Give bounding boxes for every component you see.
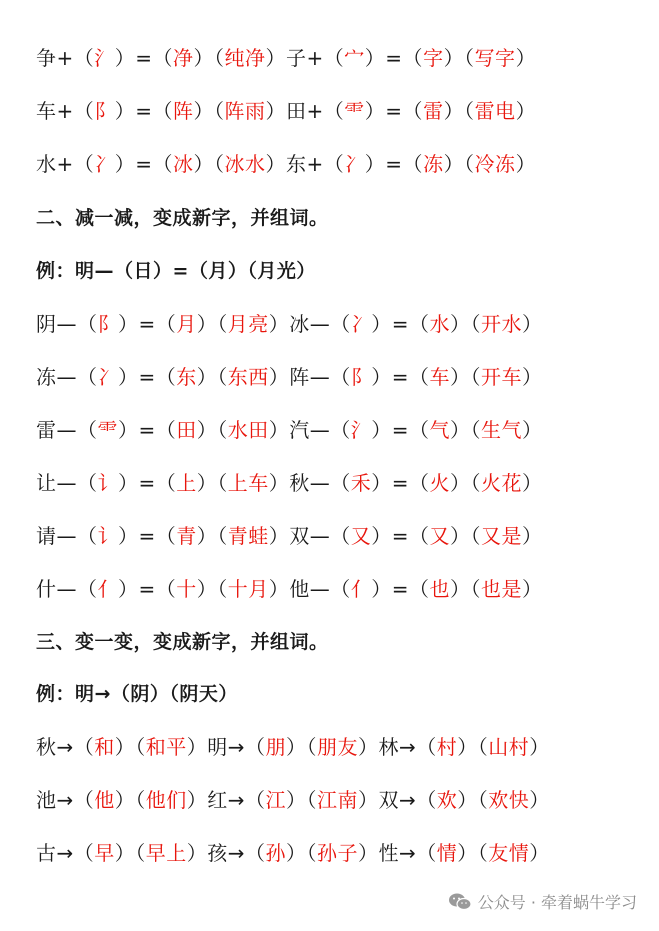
example-3: 例：明→（阴）（阴天） (36, 683, 238, 705)
watermark (448, 890, 637, 913)
exercise-line: 什—（亻）=（十）（十月）他—（亻）=（也）（也是） (36, 577, 543, 601)
exercise-line: 秋→（和）（和平）明→（朋）（朋友）林→（村）（山村） (36, 735, 550, 759)
example-2: 例：明—（日）=（月）（月光） (36, 260, 316, 282)
exercise-line: 雷—（⻗）=（田）（水田）汽—（氵）=（气）（生气） (36, 418, 543, 442)
exercise-line: 水+（冫）=（冰）（冰水）东+（冫）=（冻）（冷冻） (36, 152, 537, 176)
section-heading-3: 三、变一变，变成新字，并组词。 (36, 631, 329, 653)
wechat-icon (448, 892, 472, 912)
watermark-text: 公众号 · 牵着蜗牛学习 (477, 893, 637, 912)
exercise-line: 让—（讠）=（上）（上车）秋—（禾）=（火）（火花） (36, 471, 543, 495)
exercise-line: 古→（早）（早上）孩→（孙）（孙子）性→（情）（友情） (36, 841, 550, 865)
exercise-line: 请—（讠）=（青）（青蛙）双—（又）=（又）（又是） (36, 524, 543, 548)
exercise-line: 阴—（阝）=（月）（月亮）冰—（冫）=（水）（开水） (36, 312, 543, 336)
section-heading-2: 二、减一减，变成新字，并组词。 (36, 207, 329, 229)
exercise-line: 冻—（冫）=（东）（东西）阵—（阝）=（车）（开车） (36, 365, 543, 389)
exercise-line: 车+（阝）=（阵）（阵雨）田+（⻗）=（雷）（雷电） (36, 99, 537, 123)
exercise-line: 池→（他）（他们）红→（江）（江南）双→（欢）（欢快） (36, 788, 550, 812)
exercise-line: 争+（氵）=（净）（纯净）子+（宀）=（字）（写字） (36, 46, 537, 70)
